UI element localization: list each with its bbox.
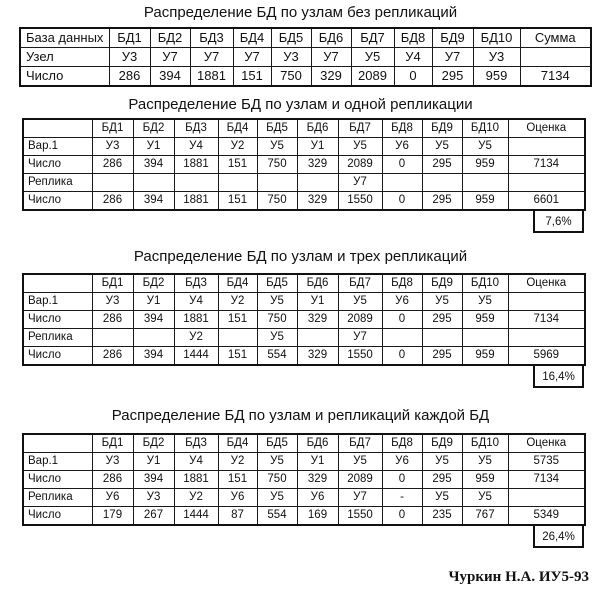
table-cell: У1 bbox=[297, 293, 338, 311]
table-cell: 959 bbox=[473, 67, 520, 87]
header-cell: БД3 bbox=[174, 274, 218, 293]
table-row bbox=[20, 48, 591, 67]
header-cell: БД8 bbox=[382, 274, 422, 293]
table-cell: Число bbox=[23, 192, 92, 211]
table-cell: Число bbox=[23, 471, 92, 489]
table-cell: У3 bbox=[473, 48, 520, 67]
table-cell: 1550 bbox=[338, 192, 382, 211]
table-cell: 329 bbox=[297, 347, 338, 366]
table3-percent: 16,4% bbox=[533, 366, 584, 388]
header-cell: БД6 bbox=[297, 274, 338, 293]
header-row bbox=[23, 274, 585, 293]
table-cell: У5 bbox=[257, 489, 297, 507]
header-cell: БД8 bbox=[394, 28, 432, 48]
table-cell: - bbox=[382, 489, 422, 507]
header-cell: БД4 bbox=[218, 434, 257, 453]
table-cell: 179 bbox=[92, 507, 133, 526]
table-cell: Число bbox=[23, 347, 92, 366]
header-cell: БД6 bbox=[297, 434, 338, 453]
table-row bbox=[23, 453, 585, 471]
table-cell: У6 bbox=[382, 453, 422, 471]
table-cell: Вар.1 bbox=[23, 453, 92, 471]
header-cell bbox=[23, 434, 92, 453]
table-cell: 151 bbox=[218, 311, 257, 329]
header-cell: БД7 bbox=[338, 434, 382, 453]
table-cell: 5349 bbox=[508, 507, 585, 526]
table-cell: 5969 bbox=[508, 347, 585, 366]
header-cell: БД1 bbox=[109, 28, 150, 48]
table-cell: 1444 bbox=[174, 347, 218, 366]
table-cell: 394 bbox=[133, 156, 174, 174]
table-cell: 5735 bbox=[508, 453, 585, 471]
table-cell: Реплика bbox=[23, 489, 92, 507]
header-row bbox=[20, 28, 591, 48]
header-cell: БД10 bbox=[462, 274, 508, 293]
table-row bbox=[23, 311, 585, 329]
table-cell bbox=[508, 174, 585, 192]
table-cell: У6 bbox=[297, 489, 338, 507]
table-cell bbox=[174, 174, 218, 192]
table-cell: 1881 bbox=[174, 156, 218, 174]
table-row bbox=[23, 138, 585, 156]
table-cell: У5 bbox=[351, 48, 394, 67]
table-cell: 1550 bbox=[338, 347, 382, 366]
header-cell bbox=[23, 119, 92, 138]
table-cell: 286 bbox=[92, 192, 133, 211]
table-cell: У3 bbox=[92, 293, 133, 311]
table-cell bbox=[382, 174, 422, 192]
header-cell: БД7 bbox=[351, 28, 394, 48]
table-cell bbox=[133, 329, 174, 347]
table-cell: У7 bbox=[311, 48, 351, 67]
table-cell: 959 bbox=[462, 311, 508, 329]
table-cell: 394 bbox=[150, 67, 190, 87]
table-cell: 87 bbox=[218, 507, 257, 526]
header-cell: БД9 bbox=[422, 434, 462, 453]
header-cell: БД5 bbox=[271, 28, 311, 48]
table-cell: У7 bbox=[190, 48, 233, 67]
header-cell: БД6 bbox=[297, 119, 338, 138]
table4-percent: 26,4% bbox=[533, 526, 584, 548]
table-cell: 6601 bbox=[508, 192, 585, 211]
table-cell bbox=[508, 138, 585, 156]
table-cell: У5 bbox=[338, 138, 382, 156]
table-cell: 2089 bbox=[351, 67, 394, 87]
table-cell: У3 bbox=[271, 48, 311, 67]
table-cell: 329 bbox=[297, 156, 338, 174]
header-cell: БД5 bbox=[257, 274, 297, 293]
table-cell: У7 bbox=[432, 48, 473, 67]
table2 bbox=[22, 118, 586, 211]
table-cell: У6 bbox=[218, 489, 257, 507]
table-cell: У7 bbox=[338, 489, 382, 507]
table-cell: 151 bbox=[233, 67, 271, 87]
table-cell: У1 bbox=[297, 138, 338, 156]
header-cell: БД2 bbox=[133, 274, 174, 293]
table-cell: У5 bbox=[257, 453, 297, 471]
table-cell: У5 bbox=[257, 138, 297, 156]
header-row bbox=[23, 434, 585, 453]
table-cell: У1 bbox=[133, 293, 174, 311]
table-cell: 329 bbox=[311, 67, 351, 87]
table-cell: 295 bbox=[422, 471, 462, 489]
table-row bbox=[23, 156, 585, 174]
header-cell: БД1 bbox=[92, 434, 133, 453]
header-cell: Оценка bbox=[508, 274, 585, 293]
table-cell: У4 bbox=[174, 453, 218, 471]
table4 bbox=[22, 433, 586, 526]
table-cell: У2 bbox=[218, 138, 257, 156]
table-cell: У3 bbox=[92, 453, 133, 471]
table-cell: У3 bbox=[133, 489, 174, 507]
table-cell: У4 bbox=[394, 48, 432, 67]
table-row bbox=[23, 507, 585, 526]
table-cell: 7134 bbox=[508, 311, 585, 329]
table-cell: Узел bbox=[20, 48, 109, 67]
header-cell: БД7 bbox=[338, 274, 382, 293]
header-cell: БД2 bbox=[133, 119, 174, 138]
table-cell bbox=[257, 174, 297, 192]
table-row bbox=[23, 174, 585, 192]
header-cell: БД4 bbox=[233, 28, 271, 48]
header-cell: БД1 bbox=[92, 119, 133, 138]
table-cell: У2 bbox=[174, 329, 218, 347]
header-cell: БД10 bbox=[473, 28, 520, 48]
table-cell: 1881 bbox=[174, 471, 218, 489]
header-cell: БД9 bbox=[422, 119, 462, 138]
header-cell: БД7 bbox=[338, 119, 382, 138]
table-cell bbox=[92, 174, 133, 192]
table-row bbox=[23, 192, 585, 211]
table-cell: У6 bbox=[382, 293, 422, 311]
table-cell: 1881 bbox=[174, 311, 218, 329]
table-cell: 295 bbox=[422, 156, 462, 174]
table-cell: У4 bbox=[174, 293, 218, 311]
table-cell: У5 bbox=[338, 453, 382, 471]
table-cell: У3 bbox=[109, 48, 150, 67]
table-cell: У5 bbox=[462, 293, 508, 311]
table-cell: 959 bbox=[462, 471, 508, 489]
table-cell: У6 bbox=[382, 138, 422, 156]
table-cell bbox=[297, 329, 338, 347]
header-cell: БД4 bbox=[218, 119, 257, 138]
header-cell: БД2 bbox=[133, 434, 174, 453]
header-cell: БД1 bbox=[92, 274, 133, 293]
table-cell bbox=[508, 489, 585, 507]
table1-title: Распределение БД по узлам без репликаций bbox=[143, 4, 458, 21]
table-cell: 235 bbox=[422, 507, 462, 526]
table-cell: 750 bbox=[257, 156, 297, 174]
table-cell: У2 bbox=[218, 453, 257, 471]
table-cell: У5 bbox=[462, 453, 508, 471]
table-cell bbox=[520, 48, 591, 67]
table-cell: 959 bbox=[462, 192, 508, 211]
table-cell: 2089 bbox=[338, 311, 382, 329]
table-cell: 329 bbox=[297, 311, 338, 329]
table-cell: 767 bbox=[462, 507, 508, 526]
table-cell: Вар.1 bbox=[23, 138, 92, 156]
table-cell: 0 bbox=[394, 67, 432, 87]
table-cell bbox=[382, 329, 422, 347]
table-cell: У4 bbox=[174, 138, 218, 156]
table-cell: Вар.1 bbox=[23, 293, 92, 311]
table-cell: У7 bbox=[233, 48, 271, 67]
table-cell: 295 bbox=[432, 67, 473, 87]
table-row bbox=[23, 293, 585, 311]
table-cell: 0 bbox=[382, 347, 422, 366]
table-cell bbox=[133, 174, 174, 192]
table-cell: Число bbox=[23, 311, 92, 329]
table-cell: 750 bbox=[257, 471, 297, 489]
table-cell bbox=[462, 329, 508, 347]
header-cell: БД8 bbox=[382, 434, 422, 453]
table-cell: 267 bbox=[133, 507, 174, 526]
table3 bbox=[22, 273, 586, 366]
table-cell: Число bbox=[23, 507, 92, 526]
header-cell: БД9 bbox=[432, 28, 473, 48]
table-cell: У7 bbox=[338, 174, 382, 192]
table-cell: 750 bbox=[257, 311, 297, 329]
table-cell: 169 bbox=[297, 507, 338, 526]
table-cell bbox=[508, 329, 585, 347]
table-cell: У5 bbox=[462, 138, 508, 156]
table-cell: 1881 bbox=[174, 192, 218, 211]
table-cell: 286 bbox=[92, 347, 133, 366]
table-cell: У5 bbox=[422, 293, 462, 311]
table-cell bbox=[218, 329, 257, 347]
table-cell: 286 bbox=[92, 471, 133, 489]
header-cell bbox=[23, 274, 92, 293]
table-row bbox=[20, 67, 591, 87]
table-cell bbox=[218, 174, 257, 192]
header-cell: БД2 bbox=[150, 28, 190, 48]
table-cell: У7 bbox=[338, 329, 382, 347]
table-cell: У5 bbox=[422, 138, 462, 156]
table4-title: Распределение БД по узлам и репликаций каждой БД bbox=[111, 407, 490, 424]
table-cell: 7134 bbox=[508, 156, 585, 174]
header-cell: БД3 bbox=[174, 434, 218, 453]
table1 bbox=[19, 27, 592, 87]
table-cell bbox=[462, 174, 508, 192]
table-cell: У7 bbox=[150, 48, 190, 67]
table-cell bbox=[508, 293, 585, 311]
header-cell: БД10 bbox=[462, 434, 508, 453]
table-cell: 959 bbox=[462, 347, 508, 366]
header-cell: БД10 bbox=[462, 119, 508, 138]
table-cell: 151 bbox=[218, 156, 257, 174]
table-cell: 295 bbox=[422, 347, 462, 366]
table2-title: Распределение БД по узлам и одной репликации bbox=[128, 96, 473, 113]
header-cell: БД4 bbox=[218, 274, 257, 293]
table-cell bbox=[297, 174, 338, 192]
header-cell: БД8 bbox=[382, 119, 422, 138]
table-cell: У5 bbox=[257, 293, 297, 311]
header-cell: БД9 bbox=[422, 274, 462, 293]
author-signature: Чуркин Н.А. ИУ5-93 bbox=[448, 569, 589, 585]
table-cell: 394 bbox=[133, 471, 174, 489]
table-cell: Реплика bbox=[23, 174, 92, 192]
table-cell: 1444 bbox=[174, 507, 218, 526]
table-cell: Число bbox=[23, 156, 92, 174]
table-cell: 2089 bbox=[338, 471, 382, 489]
header-cell: Сумма bbox=[520, 28, 591, 48]
table-cell: 750 bbox=[257, 192, 297, 211]
table-cell: 329 bbox=[297, 192, 338, 211]
table-row bbox=[23, 489, 585, 507]
table-cell: 151 bbox=[218, 471, 257, 489]
table-cell: 295 bbox=[422, 311, 462, 329]
table-cell: 0 bbox=[382, 507, 422, 526]
table-cell: Число bbox=[20, 67, 109, 87]
table-cell: 151 bbox=[218, 347, 257, 366]
table-cell: 394 bbox=[133, 192, 174, 211]
table3-title: Распределение БД по узлам и трех репликаций bbox=[133, 248, 468, 265]
header-cell: БД3 bbox=[190, 28, 233, 48]
table-cell: Реплика bbox=[23, 329, 92, 347]
table-cell: У5 bbox=[462, 489, 508, 507]
header-cell: БД5 bbox=[257, 434, 297, 453]
table-cell: 286 bbox=[92, 311, 133, 329]
table-cell: 7134 bbox=[508, 471, 585, 489]
table-cell: У2 bbox=[218, 293, 257, 311]
table-cell: У1 bbox=[133, 453, 174, 471]
table-cell bbox=[92, 329, 133, 347]
table-cell: У5 bbox=[257, 329, 297, 347]
table-cell: У5 bbox=[422, 453, 462, 471]
header-cell: БД3 bbox=[174, 119, 218, 138]
table-cell: 959 bbox=[462, 156, 508, 174]
header-cell: Оценка bbox=[508, 434, 585, 453]
table-cell: 554 bbox=[257, 347, 297, 366]
table-cell: 394 bbox=[133, 347, 174, 366]
table-cell: 0 bbox=[382, 156, 422, 174]
table-cell: 0 bbox=[382, 311, 422, 329]
table-row bbox=[23, 347, 585, 366]
table-cell: 554 bbox=[257, 507, 297, 526]
table-cell: 329 bbox=[297, 471, 338, 489]
table-cell: 151 bbox=[218, 192, 257, 211]
table-cell: 1881 bbox=[190, 67, 233, 87]
table-row bbox=[23, 329, 585, 347]
header-cell: БД5 bbox=[257, 119, 297, 138]
table-cell bbox=[422, 329, 462, 347]
header-row bbox=[23, 119, 585, 138]
header-cell: База данных bbox=[20, 28, 109, 48]
table-cell: У2 bbox=[174, 489, 218, 507]
table-cell: 750 bbox=[271, 67, 311, 87]
table-cell: 0 bbox=[382, 192, 422, 211]
table-cell: 295 bbox=[422, 192, 462, 211]
table2-percent: 7,6% bbox=[533, 211, 584, 233]
table-cell: У1 bbox=[297, 453, 338, 471]
table-cell: 1550 bbox=[338, 507, 382, 526]
table-cell: 0 bbox=[382, 471, 422, 489]
table-cell: У6 bbox=[92, 489, 133, 507]
table-row bbox=[23, 471, 585, 489]
table-cell: 7134 bbox=[520, 67, 591, 87]
header-cell: Оценка bbox=[508, 119, 585, 138]
table-cell: У5 bbox=[338, 293, 382, 311]
table-cell bbox=[422, 174, 462, 192]
table-cell: 2089 bbox=[338, 156, 382, 174]
table-cell: У5 bbox=[422, 489, 462, 507]
header-cell: БД6 bbox=[311, 28, 351, 48]
table-cell: 286 bbox=[109, 67, 150, 87]
table-cell: У3 bbox=[92, 138, 133, 156]
table-cell: У1 bbox=[133, 138, 174, 156]
table-cell: 286 bbox=[92, 156, 133, 174]
table-cell: 394 bbox=[133, 311, 174, 329]
